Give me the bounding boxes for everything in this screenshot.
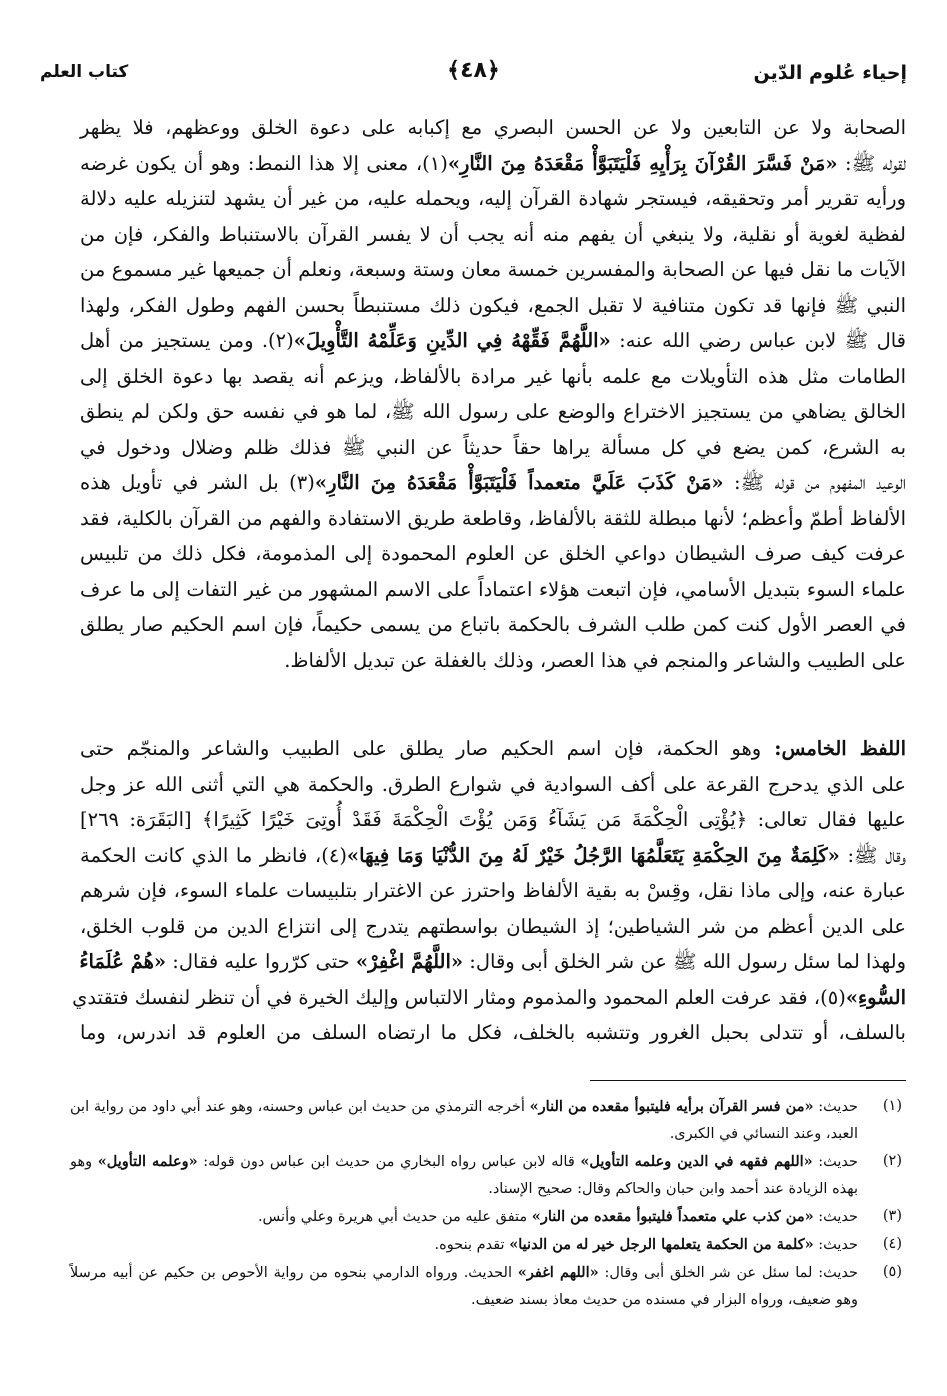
footnote-number: (٥) (882, 1264, 902, 1280)
paragraph-1 (80, 110, 906, 678)
text-line (80, 536, 906, 572)
text-line (80, 181, 906, 217)
text-run: ولهذا لما سئل رسول الله ﷺ عن شر الخلق أبى وقال: (463, 950, 906, 973)
text-line (80, 501, 906, 537)
text-line (80, 873, 906, 909)
footnote-text (70, 1231, 858, 1259)
text-run: وقال ﷺ: (839, 843, 907, 867)
footnote (70, 1203, 906, 1231)
text-line (80, 110, 906, 146)
quoted-hadith: «اللهم فقهه في الدين وعلمه التأويل» (580, 1153, 813, 1170)
text-run: حديث: (813, 1209, 858, 1225)
text-run: ورأيه تقرير أمر وتحقيقه، فيستجر شهادة القرآن إليه، ويحمله عليه، من غير أن يشهد لتنزيله عليه دلالة (80, 187, 906, 210)
footnote-number: (٤) (882, 1236, 902, 1252)
text-run: حديث: لما سئل عن شر الخلق أبى وقال: (598, 1265, 858, 1281)
text-run: وهو الحكمة، فإن اسم الحكيم صار يطلق على الطبيب والشاعر والمنجّم حتى (80, 737, 762, 760)
text-run: عرفت كيف صرف الشيطان دواعي الخلق عن العلوم المحمودة إلى المذمومة، فكل ذلك من تلبيس (80, 542, 906, 565)
text-run: لقوله ﷺ: (837, 151, 906, 175)
running-header (40, 58, 907, 94)
footnote (70, 1093, 906, 1148)
text-run: على الدين أعظم من شر الشياطين؛ إذ الشيطان بواسطتهم يتدرج إلى انتزاع الدين من قلوب الخلق، (80, 914, 906, 938)
footnote-text (70, 1259, 858, 1314)
text-line (80, 572, 906, 608)
footnote (70, 1259, 906, 1314)
footnote-number: (١) (882, 1098, 902, 1114)
text-line (80, 838, 906, 874)
text-line (80, 465, 906, 501)
text-run: قاله لابن عباس رواه البخاري من حديث ابن عباس دون قوله: (197, 1154, 581, 1170)
footnote-number: (٣) (882, 1208, 902, 1224)
text-run: الطامات مثل هذه التأويلات مع علمه بأنها غير مرادة بالألفاظ، ويزعم أنه يقصد بها دعوة الخلق إلى (80, 364, 906, 388)
text-run: على الذي يدحرج القرعة على أكف السوادية في شوارع الطرق. والحكمة هي التي أثنى الله عز وجل (80, 772, 906, 796)
quoted-hadith: «اللَّهُمَّ فَقِّهْهُ فِي الدِّينِ وَعَلِّمْهُ التَّأْوِيلَ» (293, 329, 611, 352)
text-line (80, 146, 906, 182)
quoted-hadith: «اللَّهُمَّ اغْفِرْ» (355, 950, 464, 973)
quoted-hadith: «اللهم اغفر» (517, 1264, 599, 1281)
quoted-hadith: «هُمْ عُلَمَاءُ (79, 950, 167, 973)
quoted-hadith: اللفظ الخامس: (761, 737, 906, 760)
footnote-text (70, 1148, 858, 1203)
quoted-hadith: «وعلمه التأويل» (97, 1153, 198, 1170)
text-line (80, 1015, 906, 1051)
text-run: الألفاظ أطمّ وأعظم؛ لأنها مبطلة للثقة بالألفاظ، وقاطعة طريق الاستفادة والفهم من القرآن بالكلية، فقد (80, 506, 906, 530)
text-run: (١)، معنى إلا هذا النمط: وهو أن يكون غرضه (80, 151, 448, 175)
text-line (80, 944, 906, 980)
text-line (80, 909, 906, 945)
text-run: [البَقَرَة: ٢٦٩] (80, 808, 202, 831)
text-run: لفظية لغوية أو نقلية، ولا ينبغي أن يفهم منه أنه يجب أن لا يفسر القرآن بالاستنباط والفكر، فإن من (80, 222, 906, 246)
text-line (80, 323, 906, 359)
text-run: الخالق يضاهي من يستجيز الاختراع والوضع على رسول الله ﷺ، لما هو في نفسه حق ولكن لم ينطق (80, 400, 906, 423)
text-run: أخرجه الترمذي من حديث ابن عباس وحسنه، وهو عند أبي داود من رواية ابن العبد، وعند النسائي في الكبرى. (70, 1099, 858, 1142)
text-run: (٤)، فانظر ما الذي كانت الحكمة (80, 843, 347, 867)
text-run: (٢). ومن يستجيز من أهل (80, 329, 294, 352)
text-run: حديث: (813, 1099, 859, 1115)
text-run: قال ﷺ لابن عباس رضي الله عنه: (610, 329, 906, 352)
footnote-text (70, 1203, 858, 1231)
quoted-hadith: «كلمة من الحكمة يتعلمها الرجل خير له من الدنيا» (509, 1236, 814, 1253)
quoted-hadith: «كَلِمَةٌ مِنَ الحِكْمَةِ يَتَعَلَّمُهَا الرَّجُلُ خَيْرٌ لَهُ مِنَ الدُّنْيَا وَمَا فِيهَا» (346, 843, 840, 867)
text-run: متفق عليه من حديث أبي هريرة وعلي وأنس. (257, 1209, 532, 1225)
text-line (80, 643, 906, 679)
text-line (80, 288, 906, 324)
text-line (72, 980, 906, 1016)
quoted-hadith: «من كذب علي متعمداً فليتبوأ مقعده من النار» (531, 1208, 814, 1225)
text-line (80, 359, 906, 395)
quoted-hadith: «من فسر القرآن برأيه فليتبوأ مقعده من النار» (529, 1098, 814, 1115)
text-line (80, 252, 906, 288)
text-run: عبارة عنه، وإلى ماذا نقل، وقِسْ به بقية الألفاظ واحترز عن الاغترار بتلبيسات علماء السوء، فإن شرهم (80, 879, 906, 902)
footnote-number: (٢) (882, 1153, 902, 1169)
text-run: (٣) بل الشر في تأويل هذه (80, 471, 315, 494)
book-title: إحياء عُلوم الدّين (753, 62, 907, 84)
text-run: بالسلف، أو تتدلى بحبل الغرور وتتشبه بالخلف، فكل ما ارتضاه السلف من العلوم قد اندرس، وما (80, 1021, 906, 1044)
text-run: حديث: (812, 1154, 858, 1170)
text-run: (٥)، فقد عرفت العلم المحمود والمذموم ومثار الالتباس وإليك الخيرة في أن تنظر لنفسك فتقتدي (72, 985, 846, 1009)
text-line (80, 394, 906, 430)
section-title: كتاب العلم (40, 62, 129, 82)
footnote-separator (590, 1080, 906, 1081)
footnote (70, 1231, 906, 1259)
page-number: ﴿٤٨﴾ (447, 58, 500, 83)
text-run: وهو بهذه الزيادة عند أحمد وابن حبان والحاكم وقال: صحيح الإسناد. (70, 1154, 858, 1197)
text-line (80, 731, 906, 767)
paragraph-2 (72, 731, 907, 1051)
text-run: عليها فقال تعالى: (747, 808, 906, 831)
quoted-hadith: «مَنْ فَسَّرَ القُرْآنَ بِرَأْيِهِ فَلْيَتَبَوَّأْ مَقْعَدَهُ مِنَ النَّارِ» (447, 151, 838, 175)
text-run: الوعيد المفهوم من قوله ﷺ: (723, 471, 906, 494)
text-run: في العصر الأول كنت كمن طلب الشرف بالحكمة باتباع من يسمى حكيماً، فإن اسم الحكيم صار يطلق (80, 613, 906, 636)
text-run: به الشرع، كمن يضع في كل مسألة يراها حقاً حديثاً عن النبي ﷺ فذلك ظلم وضلال ودخول في (80, 435, 906, 459)
footnote-text (70, 1093, 858, 1148)
text-line (80, 607, 906, 643)
quoted-hadith: «مَنْ كَذَبَ عَلَيَّ متعمداً فَلْيَتَبَوَّأْ مَقْعَدَهُ مِنَ النَّارِ» (314, 471, 724, 494)
text-run: ﴿يُؤْتِى الْحِكْمَةَ مَن يَشَآءُ وَمَن يُؤْتَ الْحِكْمَةَ فَقَدْ أُوتِىَ خَيْرًا كَثِيرًا﴾ (201, 808, 748, 831)
text-run: الآيات ما نقل فيها عن الصحابة والمفسرين خمسة معان وستة وسبعة، ونعلم أن جميعها غير مسموع من (80, 258, 906, 281)
text-line (80, 767, 906, 803)
text-run: الحديث. ورواه الدارمي بنحوه من رواية الأحوص بن حكيم عن أبيه مرسلاً وهو ضعيف، ورواه البزار في مسنده من حديث معاذ بسند ضعيف. (70, 1265, 858, 1308)
footnote (70, 1148, 906, 1203)
text-run: النبي ﷺ فإنها قد تكون متنافية لا تقبل الجمع، فيكون ذلك مستنبطاً بحسن الفهم وطول الفكر، ولهذا (80, 293, 906, 317)
text-line (80, 802, 906, 838)
text-run: تقدم بنحوه. (434, 1237, 510, 1253)
footnotes (70, 1093, 906, 1314)
text-run: على الطبيب والشاعر والمنجم في هذا العصر، وذلك بالغفلة عن تبديل الألفاظ. (284, 648, 906, 672)
text-run: حديث: (813, 1237, 858, 1253)
text-line (80, 217, 906, 253)
text-run: علماء السوء بتبديل الأسامي، فإن اتبعت هؤلاء اعتماداً على الاسم المشهور من غير التفات إلى ما عرف (80, 577, 906, 601)
text-line (80, 430, 906, 466)
text-run: الصحابة ولا عن التابعين ولا عن الحسن البصري مع إكبابه على دعوة الخلق ووعظهم، فلا يظهر (80, 116, 906, 139)
quoted-hadith: السُّوءِ» (845, 985, 906, 1009)
text-run: حتى كرّروا عليه فقال: (166, 950, 356, 973)
